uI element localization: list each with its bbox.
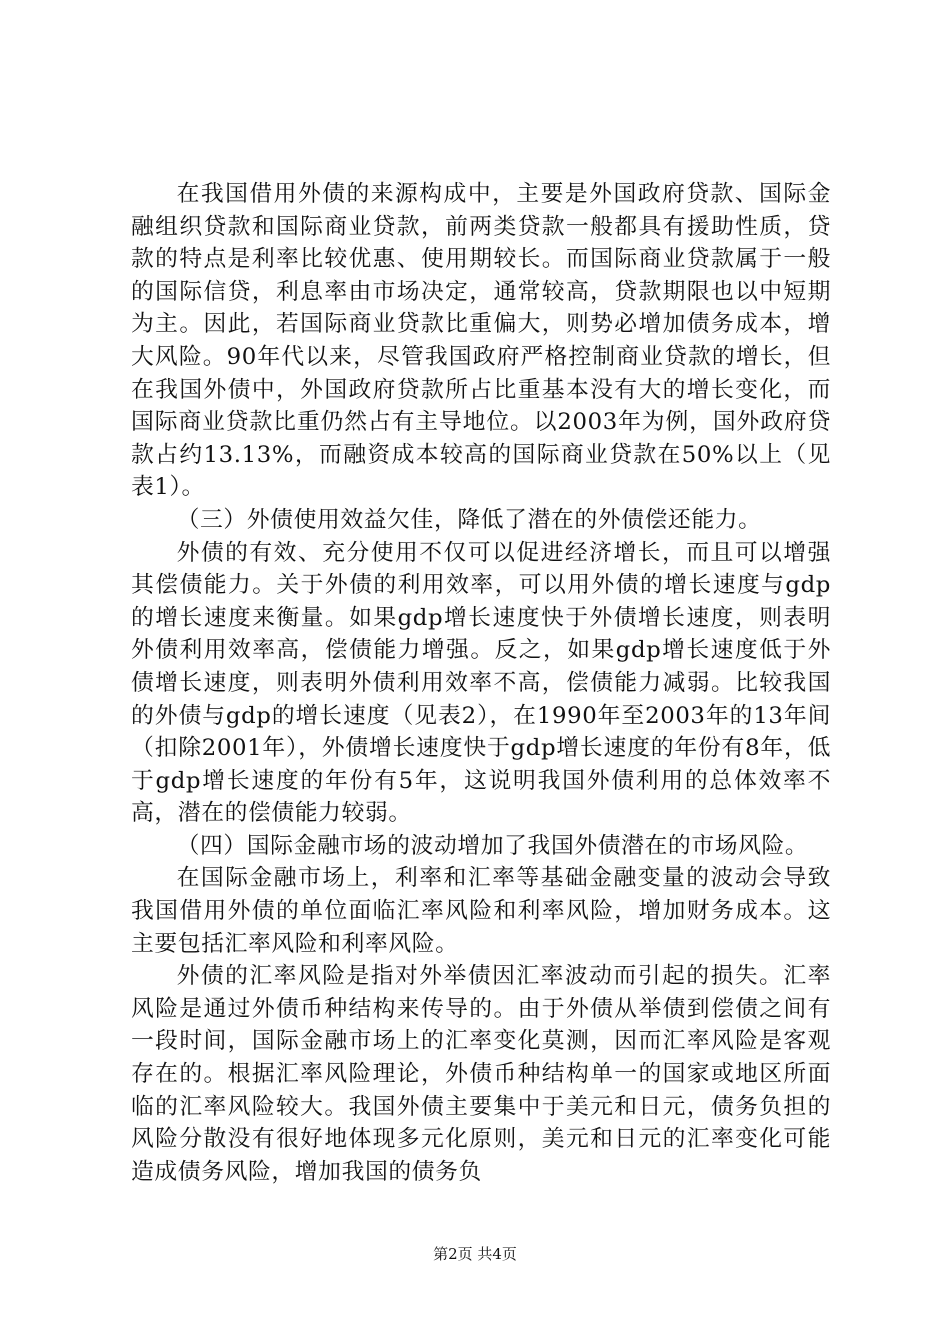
page-footer: 第2页 共4页 [433, 1245, 517, 1263]
paragraph-debt-efficiency: 外债的有效、充分使用不仅可以促进经济增长，而且可以增强其偿债能力。关于外债的利用效率，可以用外债的增长速度与gdp的增长速度来衡量。如果gdp增长速度快于外债增长速度，则表明外债利用效率高，偿债能力增强。反之，如果gdp增长速度低于外债增长速度，则表明外债利用效率不高，偿债能力减弱。比较我国的外债与gdp的增长速度（见表2），在1990年至2003年的13年间（扣除2001年），外债增长速度快于gdp增长速度的年份有8年，低于gdp增长速度的年份有5年，这说明我国外债利用的总体效率不高，潜在的偿债能力较弱。 [131, 539, 831, 827]
paragraph-market-volatility: 在国际金融市场上，利率和汇率等基础金融变量的波动会导致我国借用外债的单位面临汇率风险和利率风险，增加财务成本。这主要包括汇率风险和利率风险。 [131, 865, 831, 957]
paragraph-exchange-rate-risk: 外债的汇率风险是指对外举债因汇率波动而引起的损失。汇率风险是通过外债币种结构来传导的。由于外债从举债到偿债之间有一段时间，国际金融市场上的汇率变化莫测，因而汇率风险是客观存在的。根据汇率风险理论，外债币种结构单一的国家或地区所面临的汇率风险较大。我国外债主要集中于美元和日元，债务负担的风险分散没有很好地体现多元化原则，美元和日元的汇率变化可能造成债务风险，增加我国的债务负 [131, 963, 831, 1185]
section-heading-3: （三）外债使用效益欠佳，降低了潜在的外债偿还能力。 [176, 506, 762, 533]
paragraph-debt-sources: 在我国借用外债的来源构成中，主要是外国政府贷款、国际金融组织贷款和国际商业贷款，前两类贷款一般都具有援助性质，贷款的特点是利率比较优惠、使用期较长。而国际商业贷款属于一般的国际信贷，利息率由市场决定，通常较高，贷款期限也以中短期为主。因此，若国际商业贷款比重偏大，则势必增加债务成本，增大风险。90年代以来，尽管我国政府严格控制商业贷款的增长，但在我国外债中，外国政府贷款所占比重基本没有大的增长变化，而国际商业贷款比重仍然占有主导地位。以2003年为例，国外政府贷款占约13.13%，而融资成本较高的国际商业贷款在50%以上（见表1）。 [131, 181, 831, 501]
body-text [131, 178, 831, 1188]
section-heading-4: （四）国际金融市场的波动增加了我国外债潜在的市场风险。 [176, 832, 809, 859]
